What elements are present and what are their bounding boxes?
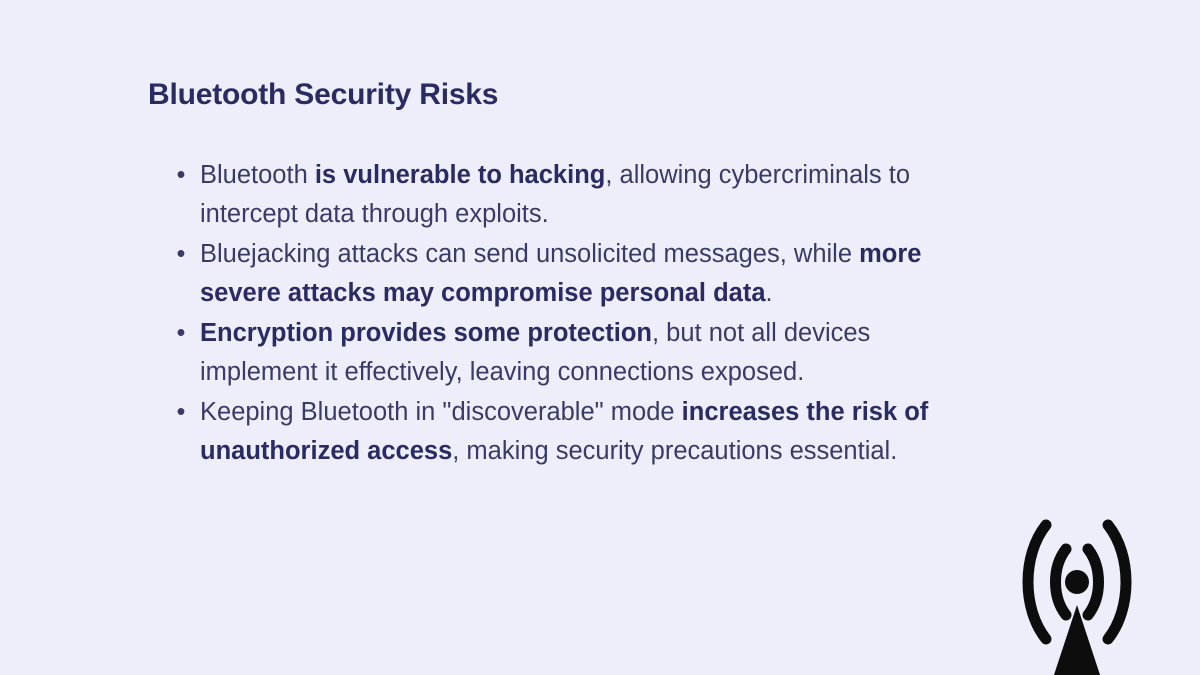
emphasis-text: Encryption provides some protection [200, 319, 652, 347]
plain-text: Keeping Bluetooth in "discoverable" mode [200, 398, 682, 426]
plain-text: Bluetooth [200, 161, 315, 189]
bullet-marker-icon: • [176, 398, 186, 426]
list-item [160, 314, 950, 391]
list-item [160, 393, 950, 470]
plain-text: , allowing cybercriminals to intercept data through exploits. [200, 161, 911, 228]
bullet-marker-icon: • [176, 240, 186, 268]
page-title: Bluetooth Security Risks [148, 78, 499, 111]
wireless-signal-icon [962, 487, 1192, 675]
list-item-text [200, 161, 910, 228]
plain-text: . [765, 278, 773, 307]
list-item-text [200, 319, 870, 386]
list-item [160, 156, 950, 233]
list-item-text [200, 398, 928, 465]
plain-text: , making security precautions essential. [452, 436, 898, 465]
plain-text: Bluejacking attacks can send unsolicited messages, while [200, 240, 860, 268]
bullet-marker-icon: • [176, 161, 186, 189]
emphasis-text: is vulnerable to hacking [314, 161, 606, 189]
list-item-text [200, 240, 921, 307]
bullet-list [160, 156, 950, 472]
plain-text: , but not all devices implement it effectively, leaving connections exposed. [200, 319, 871, 386]
emphasis-text: more severe attacks may compromise personal data [200, 240, 922, 307]
emphasis-text: increases the risk of unauthorized access [200, 398, 929, 465]
list-item [160, 235, 950, 312]
bullet-marker-icon: • [176, 319, 186, 347]
